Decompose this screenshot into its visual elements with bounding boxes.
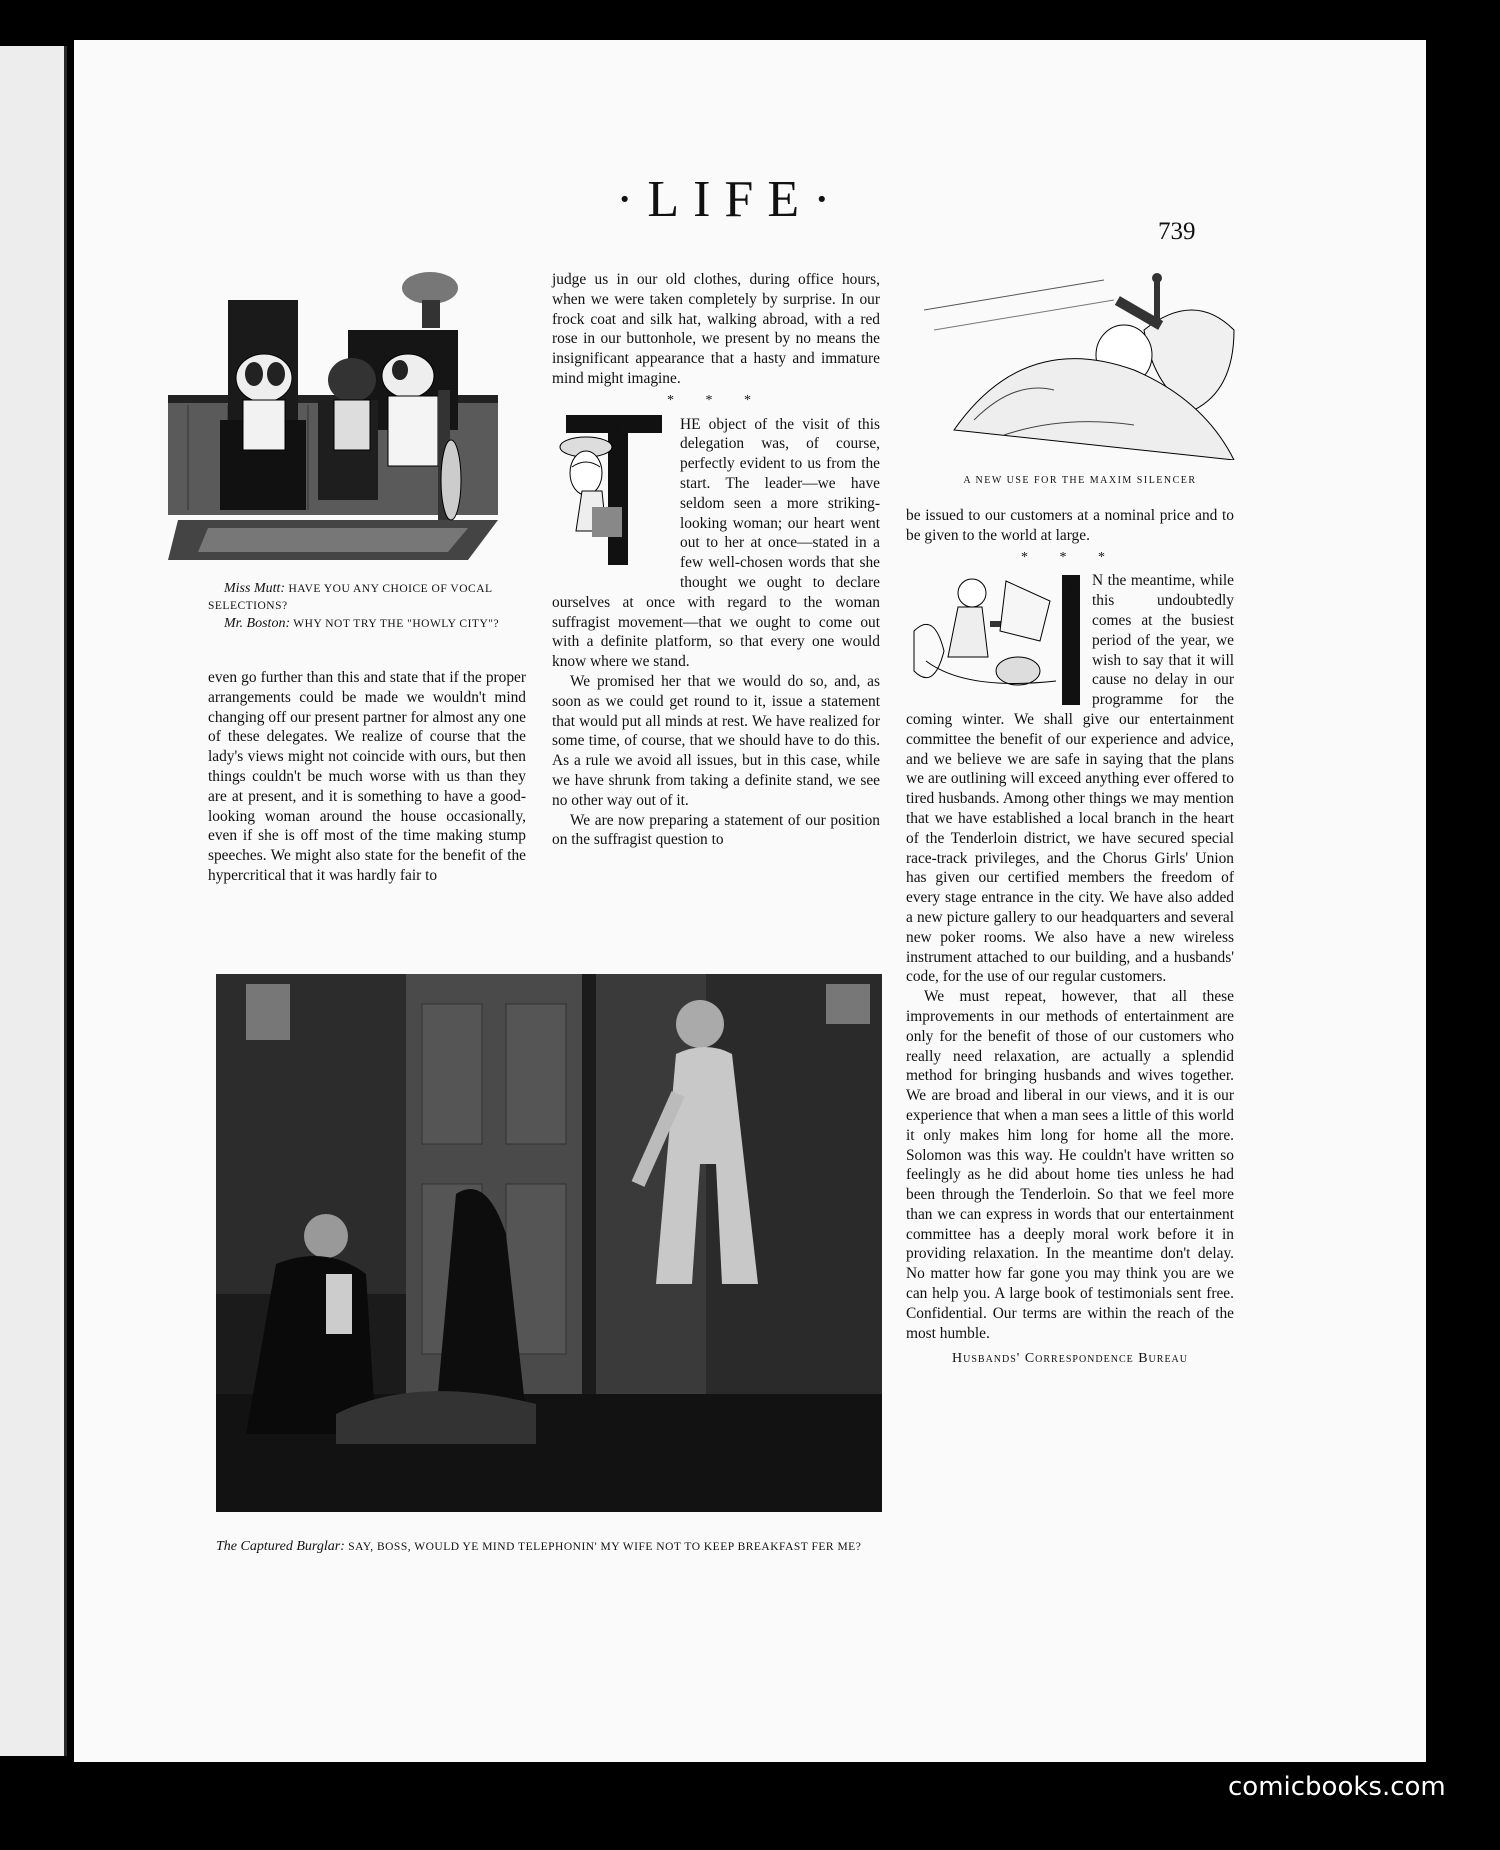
article-column-1: [208, 668, 526, 886]
paragraph: judge us in our old clothes, during office hours, when we were taken completely by surprise. In our frock coat and silk hat, walking abroad, with a red rose in our buttonhole, we present by no means the insignificant appearance that a hasty and immature mind might imagine.: [552, 271, 880, 387]
facing-page-edge: [0, 46, 67, 1756]
caption-speaker: Miss Mutt:: [224, 581, 286, 596]
cartoon-dogs-illustration: [168, 270, 528, 570]
captured-burglar-illustration: [216, 974, 882, 1512]
paragraph: HE object of the visit of this delegation was, of course, perfectly evident to us from the start. The leader—we have seldom seen a more striking-looking woman; our heart went out to her at once—stated in a few well-chosen words that she thought we ought to declare ourselves at once with regard to the woman suffragist movement—that we ought to come out with a definite platform, so that every one would know where we stand.: [552, 415, 880, 671]
captured-burglar-caption: [216, 1538, 882, 1556]
signature: Husbands' Correspondence Bureau: [952, 1351, 1188, 1367]
paragraph: We are now preparing a statement of our position on the suffragist question to: [552, 811, 880, 849]
caption-text: HAVE YOU ANY CHOICE OF VOCAL SELECTIONS?: [208, 583, 493, 612]
page-number: 739: [1158, 218, 1196, 245]
paragraph: We must repeat, however, that all these improvements in our methods of entertainment are only for the benefit of those of our customers who really need relaxation, are actually a splendid method for bringing husbands and wives together. We are broad and liberal in our views, and it is our experience that when a man sees a little of this world it only makes him long for home all the more. Solomon was this way. He couldn't have written so feelingly as he did about home ties unless he had been through the Tenderloin. So that we feel more than we can express in words that our entertainment committee has a deeply moral work before it in providing relaxation. In the meantime don't delay. No matter how far gone you may think you are we can help you. A large book of testimonials sent free. Confidential. Our terms are within the reach of the most humble.: [906, 988, 1234, 1342]
cartoon-silencer-caption: A NEW USE FOR THE MAXIM SILENCER: [963, 475, 1197, 486]
caption-speaker: The Captured Burglar:: [216, 1539, 345, 1554]
caption-text: WHY NOT TRY THE "HOWLY CITY"?: [293, 618, 500, 630]
cartoon-dogs-caption: [208, 580, 528, 633]
section-separator: * * *: [1021, 549, 1119, 565]
paragraph: We promised her that we would do so, and, as soon as we could get round to it, issue a statement that would put all minds at rest. We have realized for some time, of course, that we should have to do this. As a rule we avoid all issues, but in this case, while we have shrunk from taking a definite stand, we see no other way out of it.: [552, 672, 880, 809]
dropcap-letter: I: [1068, 575, 1074, 596]
masthead: ·LIFE·: [616, 171, 845, 228]
paragraph: N the meantime, while this undoubtedly comes at the busiest period of the year, we wish to say that it will cause no delay in our programme for the coming winter. We shall give our entertainment committee the benefit of our experience and advice, and we believe we are safe in saying that the plans we are outlining will exceed anything ever offered to tired husbands. Among other things we may mention that we have established a local branch in the heart of the Tenderloin district, we have secured special race-track privileges, and the Chorus Girls' Union has given our certified members the freedom of every stage entrance in the city. We have also added a new picture gallery to our headquarters and several new poker rooms. We also have a new wireless instrument attached to our building, and a husbands' code, for the use of our regular customers.: [906, 572, 1234, 986]
article-column-2: [552, 270, 880, 850]
dropcap-i-illustration: [906, 571, 1086, 709]
caption-speaker: Mr. Boston:: [224, 616, 291, 631]
paragraph: be issued to our customers at a nominal price and to be given to the world at large.: [906, 507, 1234, 544]
section-separator: * * *: [667, 392, 765, 408]
cartoon-silencer-illustration: [914, 270, 1244, 460]
dropcap-t-woman-illustration: [552, 411, 672, 581]
dropcap-letter: T: [612, 416, 624, 437]
article-column-3: [906, 506, 1234, 1369]
caption-text: SAY, BOSS, WOULD YE MIND TELEPHONIN' MY WIFE NOT TO KEEP BREAKFAST FER ME?: [348, 1541, 862, 1553]
paragraph: even go further than this and state that if the proper arrangements could be made we wouldn't mind changing off our present partner for almost any one of these delegates. We realize of course that the lady's views might not coincide with ours, but then things couldn't be much worse with us than they are at present, and it is something to have a good-looking woman around the house occasionally, even if she is off most of the time making stump speeches. We might also state for the benefit of the hypercritical that it was hardly fair to: [208, 669, 526, 884]
watermark: comicbooks.com: [1228, 1772, 1446, 1802]
